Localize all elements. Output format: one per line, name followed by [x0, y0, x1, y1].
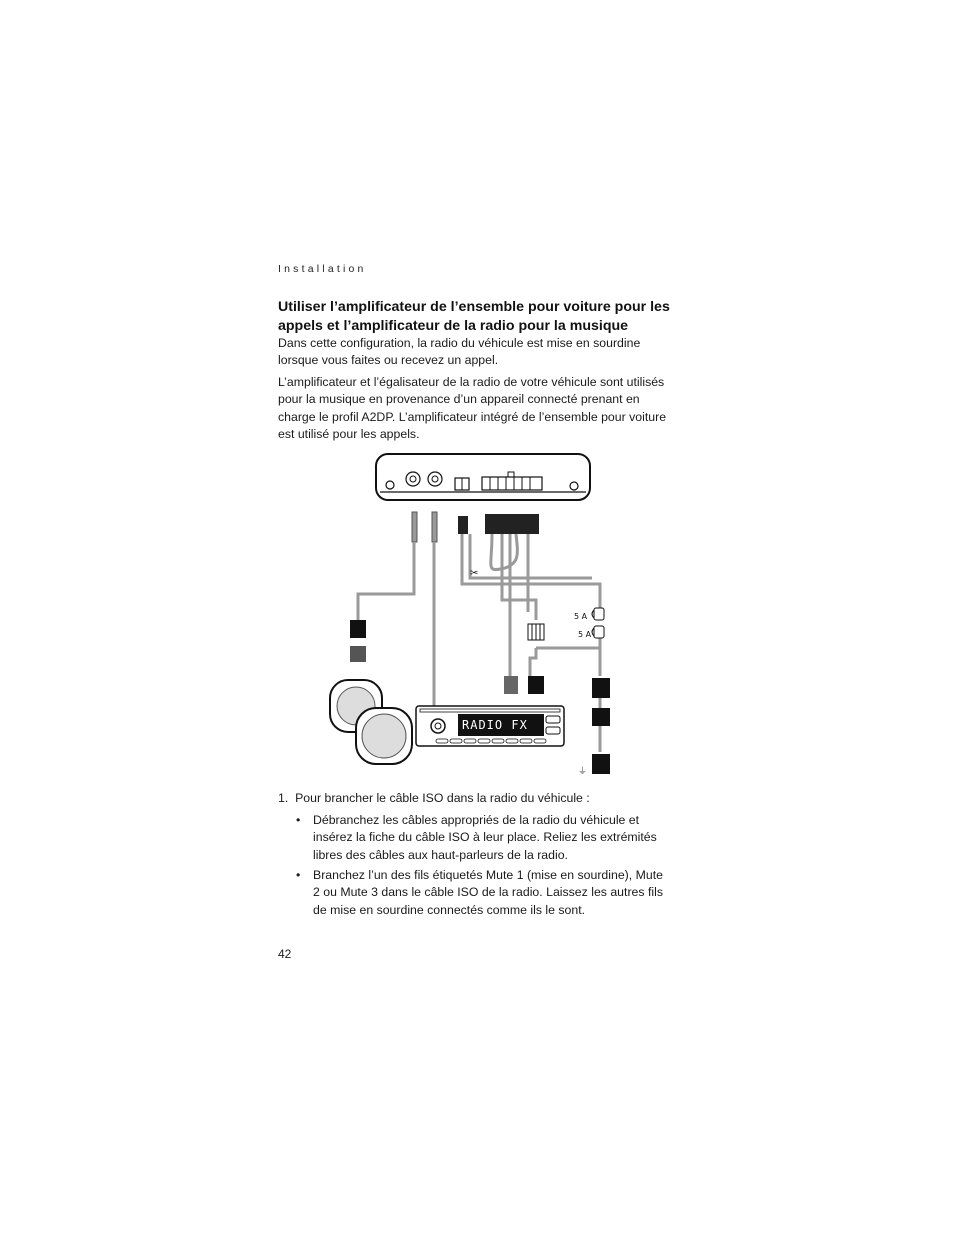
- speaker-icons: [330, 680, 412, 764]
- bullet-item-2: Branchez l’un des fils étiquetés Mute 1 (mise en sourdine), Mute 2 ou Mute 3 dans le câble ISO de la radio. Laissez les autres fils de mise en sourdine connectés comme ils le sont.: [313, 868, 663, 917]
- section-heading: Utiliser l’amplificateur de l’ensemble pour voiture pour les appels et l’amplificateur de la radio pour la musique: [278, 299, 670, 334]
- wiring-diagram: [320, 448, 630, 783]
- car-kit-unit: [376, 454, 590, 500]
- radio-display-text: RADIO FX: [462, 718, 528, 732]
- bullet-item-1: Débranchez les câbles appropriés de la radio du véhicule et insérez la fiche du câble ISO à leur place. Reliez les extrémités libres des câbles aux haut-parleurs de la radio.: [313, 813, 657, 862]
- fuse-label-2: 5 A: [578, 630, 592, 639]
- plug-connectors: [412, 512, 539, 542]
- page-number: 42: [278, 947, 292, 961]
- fuse-label-1: 5 A: [574, 612, 588, 621]
- step-number: 1.: [278, 791, 289, 805]
- fuse-holders: [592, 608, 604, 638]
- step-1: [278, 790, 590, 807]
- step-text: Pour brancher le câble ISO dans la radio du véhicule :: [295, 791, 590, 805]
- svg-text:✂: ✂: [470, 568, 479, 579]
- running-head: Installation: [278, 263, 367, 275]
- svg-text:⏚: ⏚: [578, 767, 588, 777]
- paragraph-1: Dans cette configuration, la radio du véhicule est mise en sourdine lorsque vous faites ou recevez un appel.: [278, 336, 641, 368]
- bullet-marker: •: [296, 868, 301, 882]
- bullet-marker: •: [296, 813, 301, 827]
- paragraph-2: L’amplificateur et l’égalisateur de la radio de votre véhicule sont utilisés pour la musique en provenance d’un appareil connecté prenant en charge le profil A2DP. L’amplificateur intégré de l’ensemble pour voiture est utilisé pour les appels.: [278, 375, 667, 441]
